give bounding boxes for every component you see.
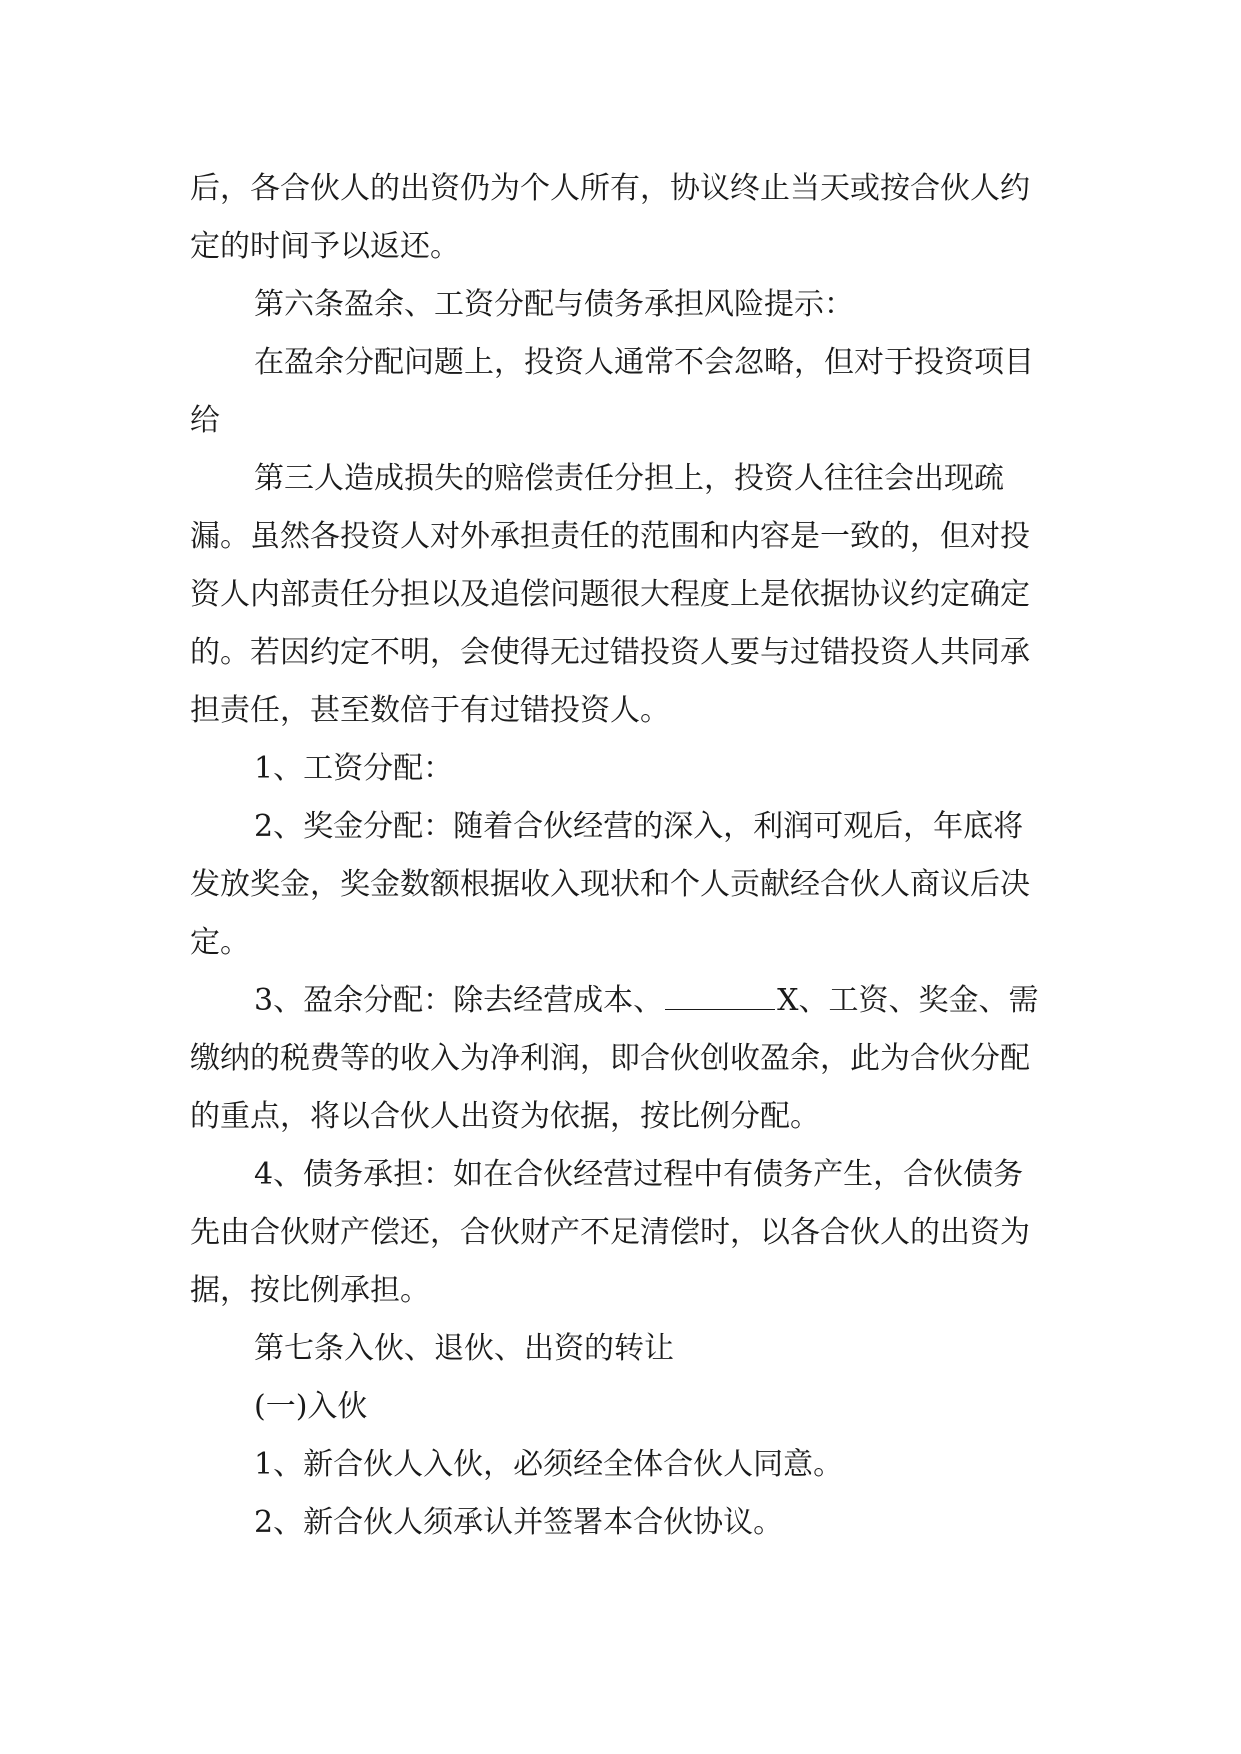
paragraph-return-of-capital: 后，各合伙人的出资仍为个人所有，协议终止当天或按合伙人约定的时间予以返还。 bbox=[190, 171, 1030, 264]
fill-in-blank bbox=[665, 985, 775, 1010]
surplus-distribution-part-1: 3、盈余分配：除去经营成本、 bbox=[254, 983, 664, 1018]
surplus-distribution-part-2: X、工资、奖金、需缴纳的税费等的收入为净利润，即合伙创收盈余，此为合伙分配的重点，将以合伙人出资为依据，按比例分配。 bbox=[190, 983, 1039, 1134]
item-salary-distribution: 1、工资分配： bbox=[254, 751, 454, 786]
section-joining-heading: (一)入伙 bbox=[254, 1389, 368, 1424]
article-6-heading: 第六条盈余、工资分配与债务承担风险提示： bbox=[254, 287, 854, 322]
joining-item-1: 1、新合伙人入伙，必须经全体合伙人同意。 bbox=[254, 1447, 844, 1482]
item-debt-bearing: 4、债务承担：如在合伙经营过程中有债务产生，合伙债务先由合伙财产偿还，合伙财产不足清偿时，以各合伙人的出资为据，按比例承担。 bbox=[190, 1157, 1030, 1308]
paragraph-liability-sharing: 第三人造成损失的赔偿责任分担上，投资人往往会出现疏漏。虽然各投资人对外承担责任的范围和内容是一致的，但对投资人内部责任分担以及追偿问题很大程度上是依据协议约定确定的。若因约定不明，会使得无过错投资人要与过错投资人共同承担责任，甚至数倍于有过错投资人。 bbox=[190, 461, 1030, 728]
article-7-heading: 第七条入伙、退伙、出资的转让 bbox=[254, 1331, 674, 1366]
joining-item-2: 2、新合伙人须承认并签署本合伙协议。 bbox=[254, 1505, 784, 1540]
item-bonus-distribution: 2、奖金分配：随着合伙经营的深入，利润可观后，年底将发放奖金，奖金数额根据收入现状和个人贡献经合伙人商议后决定。 bbox=[190, 809, 1030, 960]
paragraph-profit-distribution-intro: 在盈余分配问题上，投资人通常不会忽略，但对于投资项目给 bbox=[190, 345, 1034, 438]
item-surplus-distribution bbox=[190, 972, 1050, 1146]
document-body bbox=[190, 160, 1050, 1552]
